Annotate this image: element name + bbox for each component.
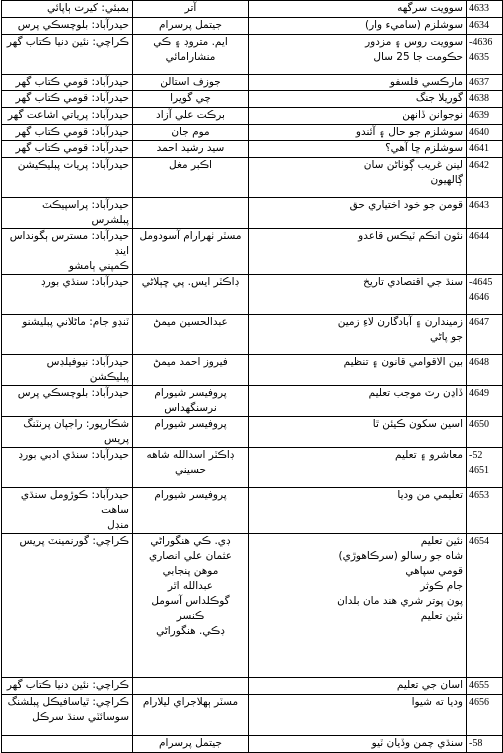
title-text: تعليمي من وديا bbox=[397, 489, 463, 501]
publisher-text: حيدرآباد: پريات پبليڪيشن bbox=[17, 159, 129, 171]
number-cell bbox=[467, 448, 503, 488]
catalog-row bbox=[2, 35, 503, 75]
author-text: موم جان bbox=[171, 126, 210, 138]
publisher-text: حيدرآباد: پراسپيڪٽ پبلشرس bbox=[41, 199, 129, 226]
catalog-table bbox=[1, 0, 503, 753]
publisher-text: حيدرآباد: قومي ڪتاب گهر bbox=[15, 76, 129, 88]
publisher-cell bbox=[2, 695, 133, 736]
num-text: 4640 bbox=[469, 127, 489, 138]
number-cell bbox=[467, 75, 503, 91]
title-cell bbox=[249, 417, 467, 448]
catalog-row bbox=[2, 488, 503, 534]
number-cell bbox=[467, 417, 503, 448]
author-cell bbox=[133, 386, 249, 417]
publisher-text: شڪارپور: راجپان پرنٽنگ پريس bbox=[23, 418, 129, 445]
publisher-cell bbox=[2, 141, 133, 158]
author-text: ڊڪي. هنگوراڻي bbox=[156, 625, 225, 637]
publisher-cell bbox=[2, 198, 133, 229]
publisher-text: ڪراچي: گورنمينٽ پريس bbox=[19, 535, 129, 547]
author-text: جيتمل پرسرام bbox=[159, 19, 222, 31]
author-text: مسٽر ٻهلاجراي ليلارام bbox=[142, 696, 239, 708]
catalog-row bbox=[2, 275, 503, 315]
title-cell bbox=[249, 275, 467, 315]
catalog-row bbox=[2, 18, 503, 35]
title-text: معاشرو ۽ تعليم bbox=[395, 449, 463, 461]
number-cell bbox=[467, 355, 503, 386]
publisher-cell bbox=[2, 1, 133, 18]
num-text: 4646 bbox=[469, 292, 489, 303]
author-cell bbox=[133, 355, 249, 386]
author-text: آتر bbox=[184, 2, 197, 14]
title-text: سوويت سرگهه bbox=[397, 2, 463, 14]
catalog-row bbox=[2, 1, 503, 18]
author-text: جيتمل پرسرام bbox=[159, 737, 222, 749]
title-text: ڳالهيون bbox=[430, 174, 463, 186]
title-text: گوريلا جنگ bbox=[415, 92, 463, 104]
author-text: اڪبر مغل bbox=[169, 159, 212, 171]
author-text: برڪت علي آزاد bbox=[156, 109, 225, 121]
catalog-rows bbox=[2, 1, 503, 753]
author-cell bbox=[133, 736, 249, 753]
number-cell bbox=[467, 315, 503, 355]
author-cell bbox=[133, 198, 249, 229]
catalog-row bbox=[2, 158, 503, 198]
catalog-row bbox=[2, 417, 503, 448]
title-cell bbox=[249, 695, 467, 736]
publisher-cell bbox=[2, 108, 133, 125]
publisher-text: بمبئي: کيرت ٻاپائي bbox=[46, 2, 129, 14]
title-cell bbox=[249, 158, 467, 198]
author-text: حسيني bbox=[175, 464, 206, 476]
publisher-text: حيدرآباد: مسترس ٻگونداس اينڊ bbox=[9, 230, 129, 257]
publisher-cell bbox=[2, 448, 133, 488]
publisher-cell bbox=[2, 386, 133, 417]
title-cell bbox=[249, 355, 467, 386]
num-text: 4642 bbox=[469, 160, 489, 171]
author-cell bbox=[133, 678, 249, 695]
title-text: جام ڪوثر bbox=[420, 580, 463, 592]
number-cell bbox=[467, 695, 503, 736]
num-text: 4648 bbox=[469, 357, 489, 368]
title-text: ڏاڍن رٽ موجب تعليم bbox=[368, 387, 463, 399]
publisher-cell bbox=[2, 125, 133, 141]
publisher-cell bbox=[2, 91, 133, 108]
title-text: زميندارن ۽ آبادگارن لاءِ زمين bbox=[337, 316, 463, 328]
title-text: سوشلزم ڇا آهي؟ bbox=[385, 142, 463, 154]
num-text: -4636 bbox=[469, 37, 493, 48]
title-cell bbox=[249, 35, 467, 75]
author-text: ڪنسر bbox=[176, 610, 205, 622]
number-cell bbox=[467, 275, 503, 315]
publisher-cell bbox=[2, 678, 133, 695]
author-cell bbox=[133, 275, 249, 315]
publisher-cell bbox=[2, 18, 133, 35]
catalog-row bbox=[2, 229, 503, 275]
publisher-text: حيدرآباد: بلوچسڪي پرس bbox=[17, 19, 129, 31]
num-text: 4639 bbox=[469, 110, 489, 121]
publisher-cell bbox=[2, 417, 133, 448]
publisher-cell bbox=[2, 275, 133, 315]
catalog-row bbox=[2, 198, 503, 229]
title-cell bbox=[249, 91, 467, 108]
number-cell bbox=[467, 108, 503, 125]
author-cell bbox=[133, 108, 249, 125]
title-text: اسان جي تعليم bbox=[396, 679, 463, 691]
publisher-text: حيدرآباد: قومي ڪتاب گهر bbox=[15, 126, 129, 138]
title-cell bbox=[249, 386, 467, 417]
publisher-text: حيدرآباد: قومي ڪتاب گهر bbox=[15, 142, 129, 154]
title-text: اسين سکون ڪيئن ٿا bbox=[372, 418, 463, 430]
author-cell bbox=[133, 158, 249, 198]
catalog-row bbox=[2, 678, 503, 695]
author-cell bbox=[133, 35, 249, 75]
publisher-cell bbox=[2, 35, 133, 75]
num-text: 4651 bbox=[469, 465, 489, 476]
publisher-text: حيدرآباد: سنڌي بورڊ bbox=[41, 276, 129, 288]
title-text: قومن جو خود اختياري حق bbox=[349, 199, 463, 211]
title-text: سوشلزم جو حال ۽ آئندو bbox=[355, 126, 463, 138]
title-cell bbox=[249, 141, 467, 158]
title-text: نئين تعليم bbox=[420, 610, 463, 622]
num-text: 4647 bbox=[469, 317, 489, 328]
author-text: فيروز احمد ميمڻ bbox=[153, 356, 228, 368]
title-text: شاه جو رسالو (سرڪاهوڙي) bbox=[338, 550, 463, 562]
catalog-row bbox=[2, 534, 503, 678]
title-text: قومي سپاهي bbox=[405, 565, 463, 577]
num-text: -52 bbox=[469, 450, 483, 461]
publisher-text: حيدرآباد: سنڌي ادبي بورڊ bbox=[18, 449, 129, 461]
title-text: سوشلزم (ساميء وار) bbox=[364, 19, 463, 31]
publisher-text: حيدرآباد: قومي ڪتاب گهر bbox=[15, 92, 129, 104]
publisher-cell bbox=[2, 355, 133, 386]
publisher-text: حيدرآباد: ڪوڙومل سنڌي ساهت bbox=[20, 489, 129, 516]
author-text: نرسنگهداس bbox=[164, 402, 217, 414]
number-cell bbox=[467, 534, 503, 678]
author-cell bbox=[133, 91, 249, 108]
author-text: منشارامائي bbox=[165, 51, 216, 63]
title-text: سوويت روس ۽ مزدور bbox=[365, 36, 463, 48]
number-cell bbox=[467, 125, 503, 141]
catalog-row bbox=[2, 736, 503, 753]
author-text: پروفيسر شيورام bbox=[154, 418, 227, 430]
author-text: ڊاڪٽر اسدالله شاهه bbox=[146, 449, 235, 461]
title-cell bbox=[249, 75, 467, 91]
title-text: لينن غريب ڳوٺاڻن سان bbox=[363, 159, 463, 171]
number-cell bbox=[467, 736, 503, 753]
num-text: 4643 bbox=[469, 200, 489, 211]
author-text: موهن پنجابي bbox=[162, 565, 219, 577]
title-cell bbox=[249, 315, 467, 355]
number-cell bbox=[467, 229, 503, 275]
number-cell bbox=[467, 678, 503, 695]
title-text: جو پاڻي bbox=[429, 331, 463, 343]
title-cell bbox=[249, 125, 467, 141]
publisher-cell bbox=[2, 75, 133, 91]
num-text: 4649 bbox=[469, 388, 489, 399]
title-cell bbox=[249, 198, 467, 229]
catalog-row bbox=[2, 75, 503, 91]
title-text: بين الاقوامي قانون ۽ تنظيم bbox=[343, 356, 463, 368]
num-text: 4653 bbox=[469, 490, 489, 501]
author-cell bbox=[133, 488, 249, 534]
title-cell bbox=[249, 18, 467, 35]
catalog-row bbox=[2, 108, 503, 125]
title-cell bbox=[249, 448, 467, 488]
title-text: سنڌ جي اقتصادي تاريخ bbox=[363, 276, 463, 288]
title-text: حڪومت جا 25 سال bbox=[373, 51, 463, 63]
title-cell bbox=[249, 488, 467, 534]
author-text: پروفيسر شيورام bbox=[154, 387, 227, 399]
publisher-text: سوسائٽي سنڌ سرڪل bbox=[32, 711, 129, 723]
author-cell bbox=[133, 448, 249, 488]
publisher-text: منڊل bbox=[107, 519, 129, 531]
author-cell bbox=[133, 141, 249, 158]
title-cell bbox=[249, 1, 467, 18]
author-cell bbox=[133, 315, 249, 355]
author-text: مسٽر ٺهرارام آسودومل bbox=[139, 230, 242, 242]
title-text: سنڌي چمن وڏيان ٽيو bbox=[371, 737, 463, 749]
publisher-text: ڪراچي: نئين دنيا ڪتاب گهر bbox=[6, 36, 129, 48]
num-text: 4655 bbox=[469, 680, 489, 691]
catalog-row bbox=[2, 448, 503, 488]
publisher-text: ڪمپني ٻامشو bbox=[68, 260, 129, 272]
author-text: چي گويرا bbox=[170, 92, 211, 104]
title-cell bbox=[249, 534, 467, 678]
num-text: 4641 bbox=[469, 143, 489, 154]
num-text: 4637 bbox=[469, 77, 489, 88]
title-cell bbox=[249, 229, 467, 275]
number-cell bbox=[467, 35, 503, 75]
publisher-cell bbox=[2, 315, 133, 355]
author-text: جوزف استالن bbox=[160, 76, 221, 88]
number-cell bbox=[467, 91, 503, 108]
author-text: ڊي. ڪي هنگوراڻي bbox=[150, 535, 231, 547]
num-text: 4654 bbox=[469, 536, 489, 547]
num-text: 4656 bbox=[469, 697, 489, 708]
num-text: 4634 bbox=[469, 20, 489, 31]
number-cell bbox=[467, 141, 503, 158]
author-text: عبدالله اٿر bbox=[167, 580, 214, 592]
publisher-cell bbox=[2, 488, 133, 534]
publisher-cell bbox=[2, 158, 133, 198]
num-text: 4638 bbox=[469, 93, 489, 104]
publisher-text: حيدرآباد: پرياتي اشاعت گهر bbox=[7, 109, 129, 121]
catalog-row bbox=[2, 125, 503, 141]
title-text: مارڪسي فلسفو bbox=[389, 76, 463, 88]
author-text: ايم. متروڊ ۽ ڪي bbox=[153, 36, 228, 48]
catalog-row bbox=[2, 91, 503, 108]
author-cell bbox=[133, 125, 249, 141]
author-text: عثمان علي انصاري bbox=[148, 550, 232, 562]
author-cell bbox=[133, 1, 249, 18]
num-text: 4650 bbox=[469, 419, 489, 430]
number-cell bbox=[467, 18, 503, 35]
author-text: پروفيسر شيورام bbox=[154, 489, 227, 501]
publisher-text: حيدرآباد: بلوچسڪي پرس bbox=[17, 387, 129, 399]
publisher-cell bbox=[2, 534, 133, 678]
num-text: -4645 bbox=[469, 277, 493, 288]
author-text: گوڪلداس آسومل bbox=[151, 595, 230, 607]
publisher-cell bbox=[2, 229, 133, 275]
number-cell bbox=[467, 386, 503, 417]
author-cell bbox=[133, 229, 249, 275]
title-cell bbox=[249, 736, 467, 753]
author-cell bbox=[133, 534, 249, 678]
number-cell bbox=[467, 1, 503, 18]
catalog-row bbox=[2, 386, 503, 417]
title-text: نئون انڪم ٽيڪس قاعدو bbox=[358, 230, 463, 242]
publisher-text: ٽنڊو جام: ماڻلاني پبليشنو bbox=[22, 316, 129, 328]
title-text: نئين تعليم bbox=[420, 535, 463, 547]
title-text: پون پوتر شري هند مان بلدان bbox=[337, 595, 463, 607]
catalog-row bbox=[2, 355, 503, 386]
number-cell bbox=[467, 198, 503, 229]
title-text: نوجوانن ڏانهن bbox=[402, 109, 463, 121]
catalog-row bbox=[2, 315, 503, 355]
publisher-cell bbox=[2, 736, 133, 753]
author-text: ڊاڪٽر ايس. پي ڇٻلاڻي bbox=[141, 276, 240, 288]
num-text: 4644 bbox=[469, 231, 489, 242]
num-text: -58 bbox=[469, 738, 483, 749]
title-cell bbox=[249, 108, 467, 125]
num-text: 4633 bbox=[469, 3, 489, 14]
author-cell bbox=[133, 75, 249, 91]
title-text: وديا ته شيوا bbox=[411, 696, 463, 708]
catalog-row bbox=[2, 695, 503, 736]
publisher-text: ڪراچي: نئين دنيا ڪتاب گهر bbox=[6, 679, 129, 691]
publisher-text: ڪراچي: ٿياسافيڪل پبلشنگ bbox=[7, 696, 129, 708]
number-cell bbox=[467, 158, 503, 198]
author-text: عبدالحسين ميمڻ bbox=[153, 316, 228, 328]
author-cell bbox=[133, 417, 249, 448]
author-cell bbox=[133, 695, 249, 736]
publisher-text: حيدرآباد: نيوفيلڊس پبليڪشن bbox=[46, 356, 129, 383]
author-text: سيد رشيد احمد bbox=[156, 142, 225, 154]
author-cell bbox=[133, 18, 249, 35]
number-cell bbox=[467, 488, 503, 534]
catalog-row bbox=[2, 141, 503, 158]
num-text: 4635 bbox=[469, 52, 489, 63]
title-cell bbox=[249, 678, 467, 695]
